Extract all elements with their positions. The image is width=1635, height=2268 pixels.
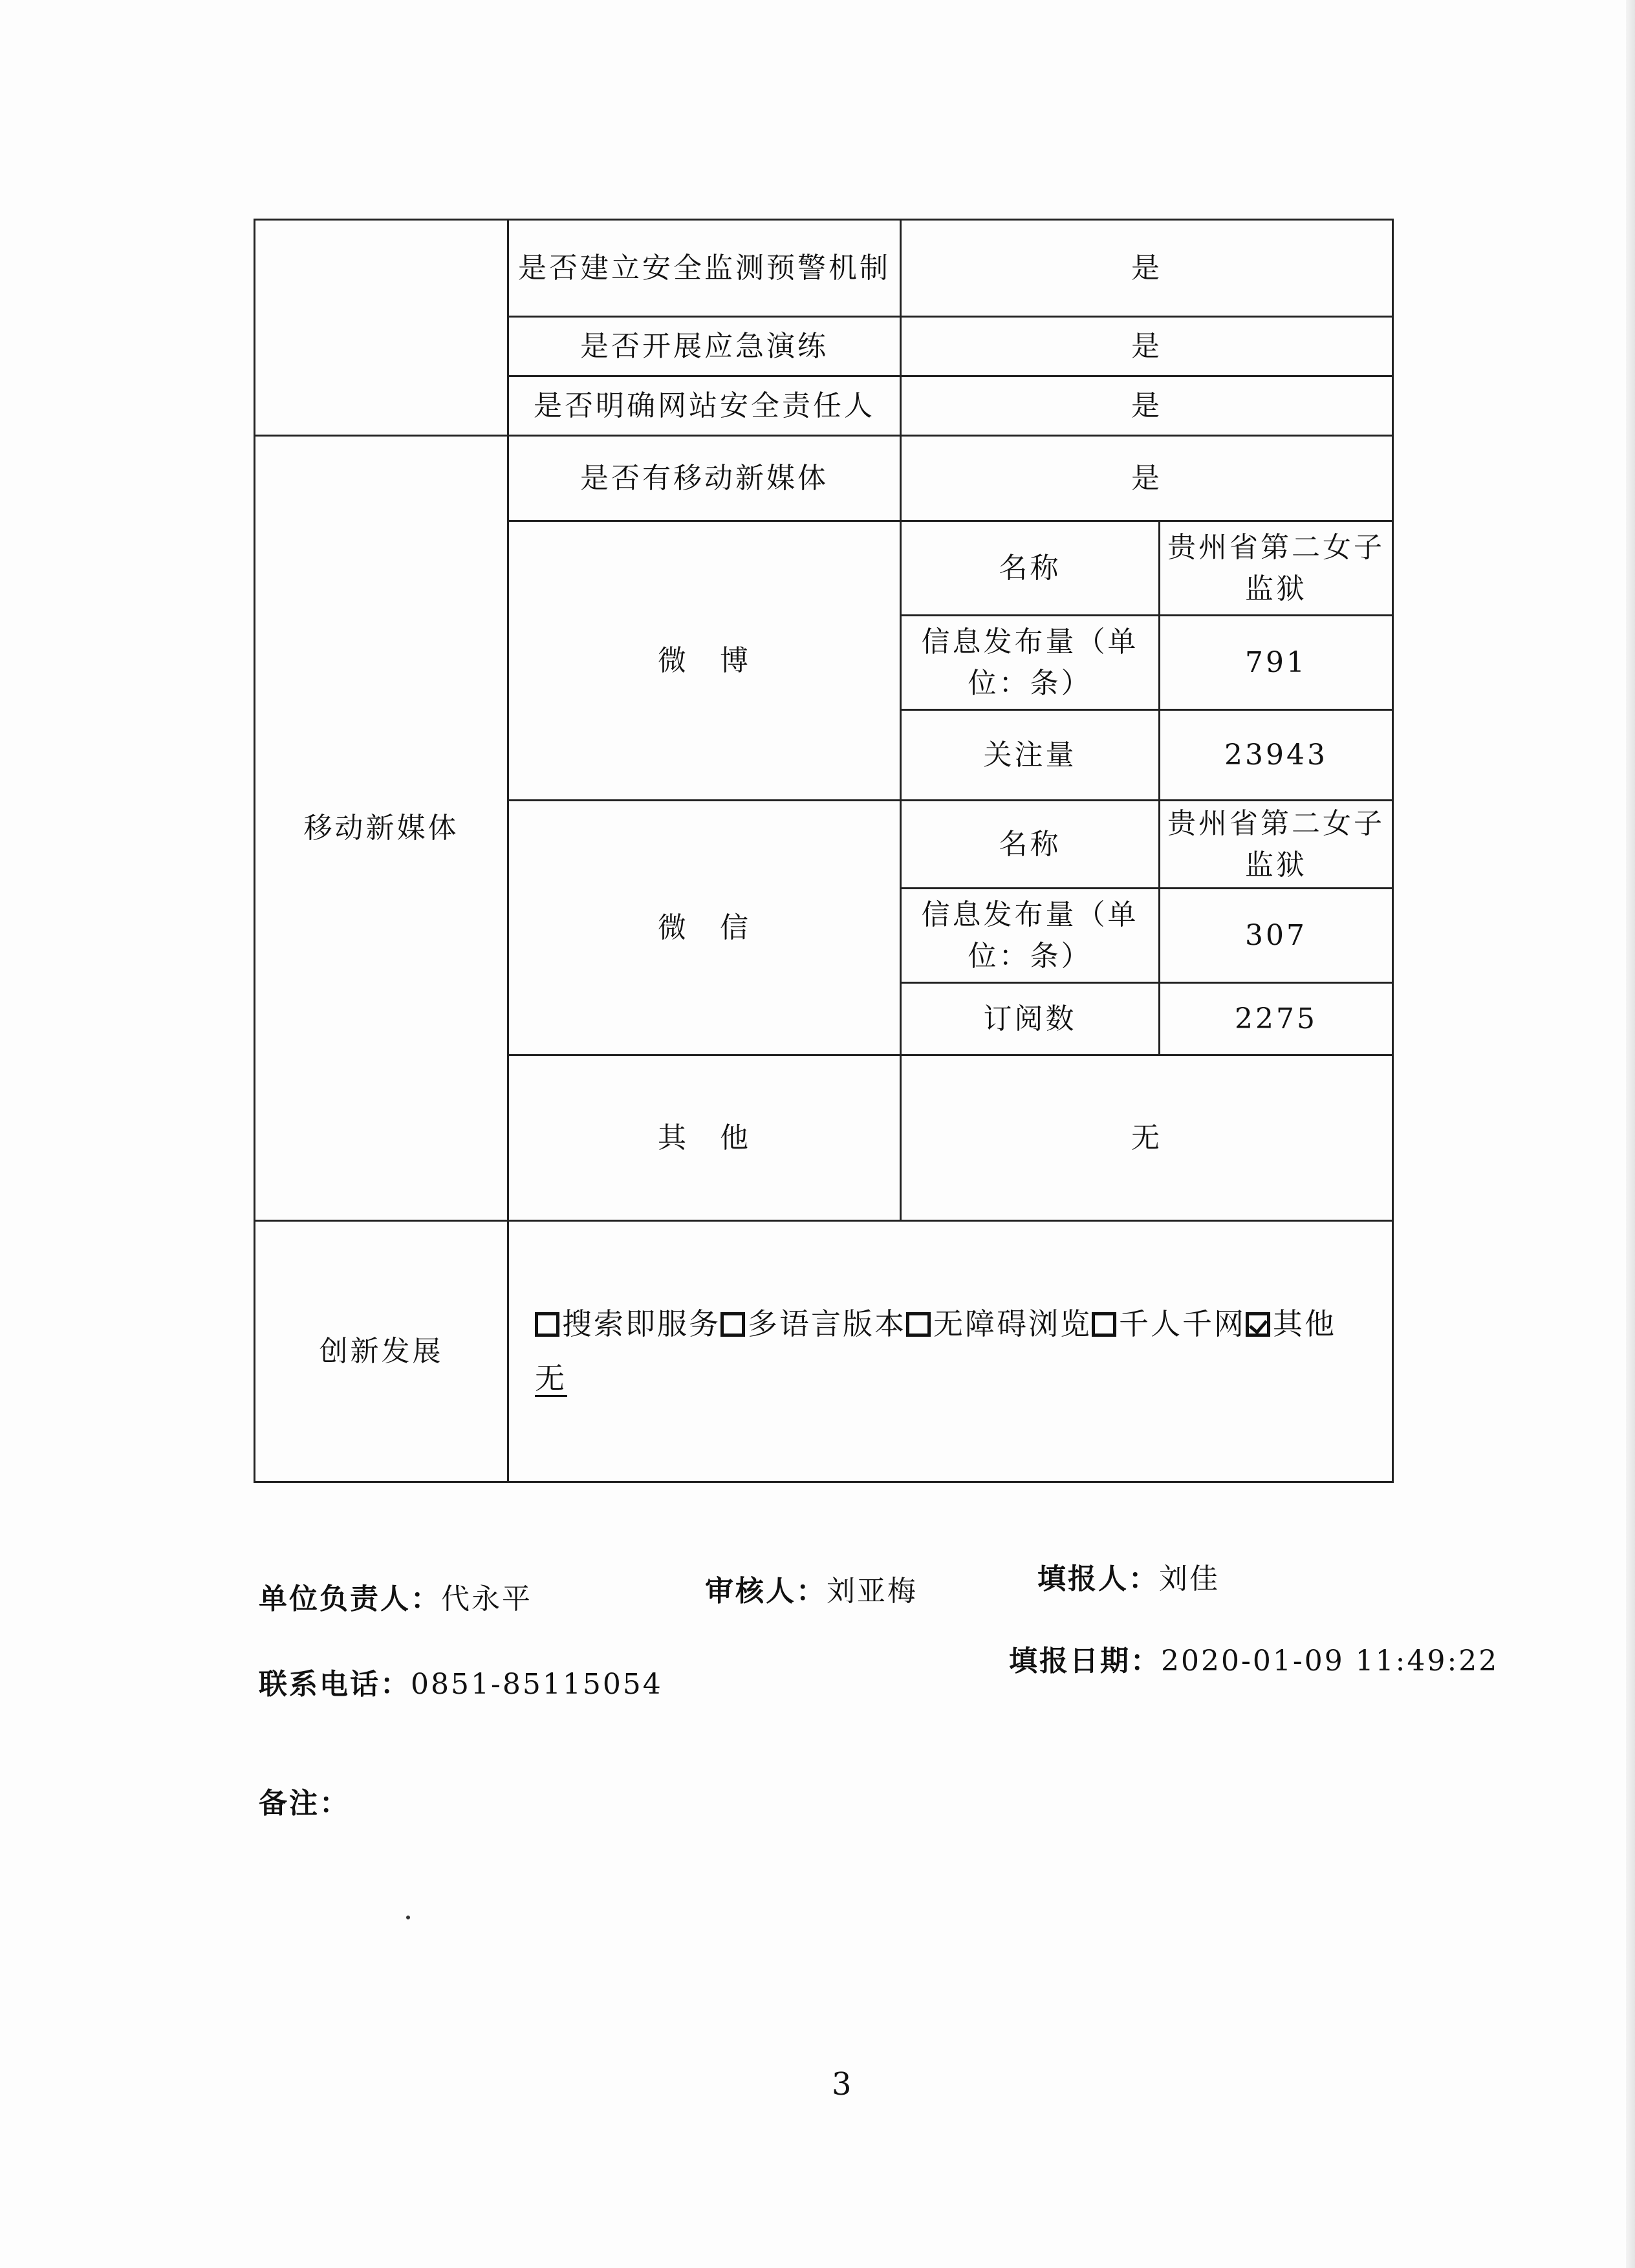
- table-row: [255, 1221, 1393, 1482]
- wechat-subscribers-label: 订阅数: [901, 983, 1160, 1055]
- unit-head-label: 单位负责人：: [259, 1582, 441, 1615]
- scan-edge: [1626, 0, 1635, 2268]
- weibo-followers-label: 关注量: [901, 710, 1160, 801]
- filler-value: 刘佳: [1159, 1562, 1220, 1595]
- answer-cell: 是: [901, 220, 1393, 317]
- checkbox-search-service[interactable]: [535, 1312, 559, 1337]
- weibo-name-value: 贵州省第二女子监狱: [1160, 521, 1393, 616]
- reviewer: [705, 1568, 918, 1609]
- remarks: [259, 1780, 350, 1821]
- table-row: [255, 436, 1393, 521]
- weibo-name-label: 名称: [901, 521, 1160, 616]
- table-row: [255, 220, 1393, 317]
- other-value: 无: [901, 1055, 1393, 1221]
- section-cell-security: [255, 220, 508, 436]
- question-cell: 是否建立安全监测预警机制: [508, 220, 901, 317]
- remarks-label: 备注：: [259, 1787, 350, 1820]
- question-cell: 是否开展应急演练: [508, 317, 901, 376]
- phone-value: 0851-85115054: [411, 1668, 663, 1701]
- innovation-options: [535, 1302, 1366, 1346]
- wechat-label: 微 信: [508, 801, 901, 1055]
- question-cell: 是否有移动新媒体: [508, 436, 901, 521]
- checkbox-accessibility[interactable]: [906, 1312, 931, 1337]
- weibo-posts-value: 791: [1160, 616, 1393, 710]
- other-label: 其 他: [508, 1055, 901, 1221]
- option-other-label: 其他: [1273, 1306, 1336, 1341]
- scan-speck: [406, 1916, 410, 1919]
- phone: [259, 1661, 663, 1702]
- answer-cell: 是: [901, 376, 1393, 436]
- checkbox-multi-language[interactable]: [720, 1312, 745, 1337]
- report-date: [1009, 1637, 1499, 1679]
- innovation-label: 创新发展: [255, 1221, 508, 1482]
- section-label-mobile-media: 移动新媒体: [255, 436, 508, 1221]
- unit-head: [259, 1575, 532, 1617]
- unit-head-value: 代永平: [441, 1582, 532, 1615]
- phone-label: 联系电话：: [259, 1668, 411, 1701]
- wechat-subscribers-value: 2275: [1160, 983, 1393, 1055]
- filler: [1037, 1555, 1220, 1597]
- wechat-name-value: 贵州省第二女子监狱: [1160, 801, 1393, 889]
- weibo-label: 微 博: [508, 521, 901, 801]
- innovation-other-text: 无: [535, 1361, 567, 1396]
- answer-cell: 是: [901, 436, 1393, 521]
- wechat-posts-label: 信息发布量（单位：条）: [901, 889, 1160, 983]
- reviewer-label: 审核人：: [705, 1575, 827, 1608]
- date-label: 填报日期：: [1009, 1645, 1161, 1678]
- option-personalized-web-label: 千人千网: [1119, 1306, 1246, 1341]
- weibo-followers-value: 23943: [1160, 710, 1393, 801]
- wechat-name-label: 名称: [901, 801, 1160, 889]
- page-number: 3: [832, 2066, 852, 2102]
- reviewer-value: 刘亚梅: [827, 1575, 918, 1608]
- report-table: [254, 219, 1394, 1483]
- checkbox-other[interactable]: [1246, 1312, 1270, 1337]
- innovation-options-cell: [508, 1221, 1393, 1482]
- weibo-posts-label: 信息发布量（单位：条）: [901, 616, 1160, 710]
- filler-label: 填报人：: [1037, 1562, 1159, 1595]
- answer-cell: 是: [901, 317, 1393, 376]
- checkbox-personalized-web[interactable]: [1092, 1312, 1116, 1337]
- option-accessibility-label: 无障碍浏览: [933, 1306, 1092, 1341]
- wechat-posts-value: 307: [1160, 889, 1393, 983]
- option-multi-language-label: 多语言版本: [748, 1306, 906, 1341]
- date-value: 2020-01-09 11:49:22: [1161, 1645, 1499, 1678]
- question-cell: 是否明确网站安全责任人: [508, 376, 901, 436]
- option-search-service-label: 搜索即服务: [562, 1306, 720, 1341]
